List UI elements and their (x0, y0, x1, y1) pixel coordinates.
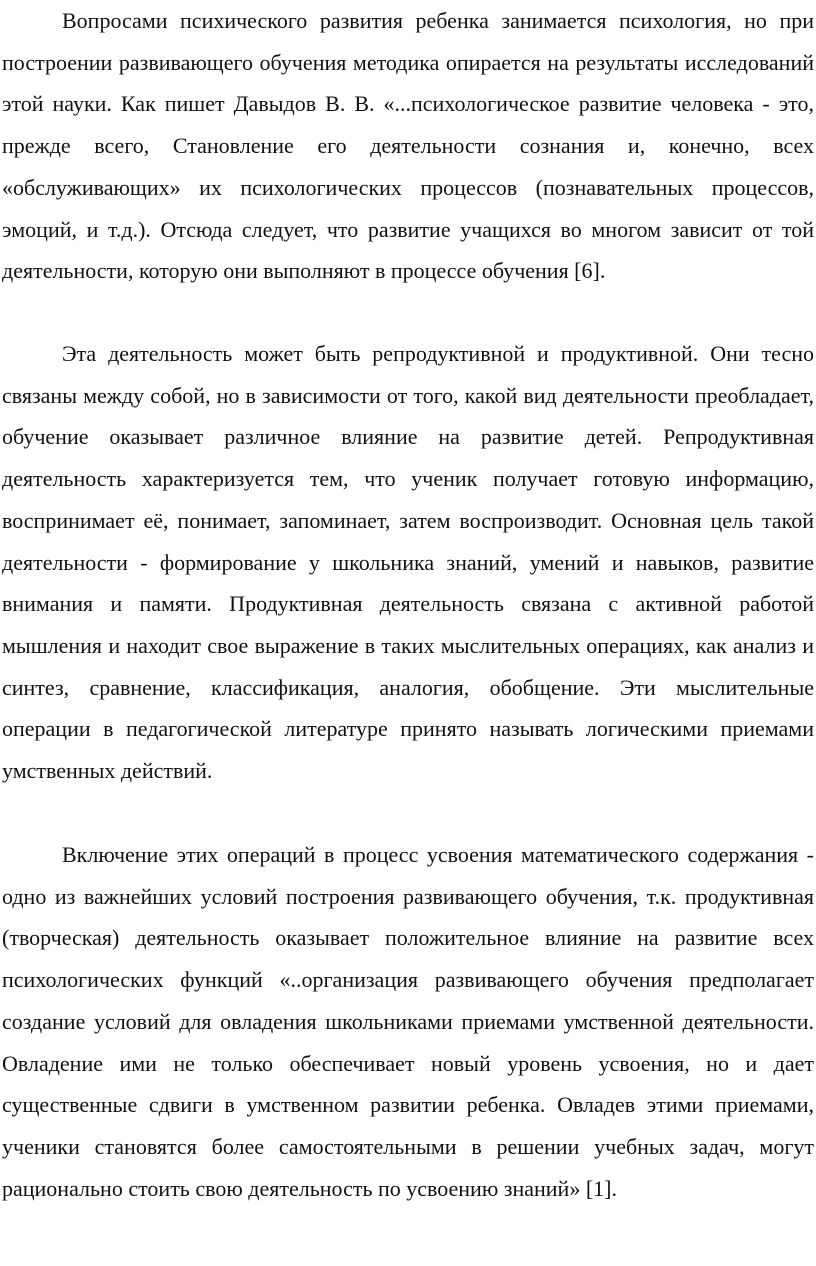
paragraph-3: Включение этих операций в процесс усвоения математического содержания - одно из важнейших условий построения развивающего обучения, т.к. продуктивная (творческая) деятельность оказывает положительное влияние на развитие всех психологических функций «..организация развивающего обучения предполагает создание условий для овладения школьниками приемами умственной деятельности. Овладение ими не только обеспечивает новый уровень усвоения, но и дает существенные сдвиги в умственном развитии ребенка. Овладев этими приемами, ученики становятся более самостоятельными в решении учебных задач, могут рационально стоить свою деятельность по усвоению знаний» [1]. (2, 842, 814, 1201)
paragraph-2: Эта деятельность может быть репродуктивной и продуктивной. Они тесно связаны между собой, но в зависимости от того, какой вид деятельности преобладает, обучение оказывает различное влияние на развитие детей. Репродуктивная деятельность характеризуется тем, что ученик получает готовую информацию, воспринимает её, понимает, запоминает, затем воспроизводит. Основная цель такой деятельности - формирование у школьника знаний, умений и навыков, развитие внимания и памяти. Продуктивная деятельность связана с активной работой мышления и находит свое выражение в таких мыслительных операциях, как анализ и синтез, сравнение, классификация, аналогия, обобщение. Эти мыслительные операции в педагогической литературе принято называть логическими приемами умственных действий. (2, 341, 814, 784)
paragraph-1: Вопросами психического развития ребенка занимается психология, но при построении развивающего обучения методика опирается на результаты исследований этой науки. Как пишет Давыдов В. В. «...психологическое развитие человека - это, прежде всего, Становление его деятельности сознания и, конечно, всех «обслуживающих» их психологических процессов (познавательных процессов, эмоций, и т.д.). Отсюда следует, что развитие учащихся во многом зависит от той деятельности, которую они выполняют в процессе обучения [6]. (2, 8, 814, 284)
